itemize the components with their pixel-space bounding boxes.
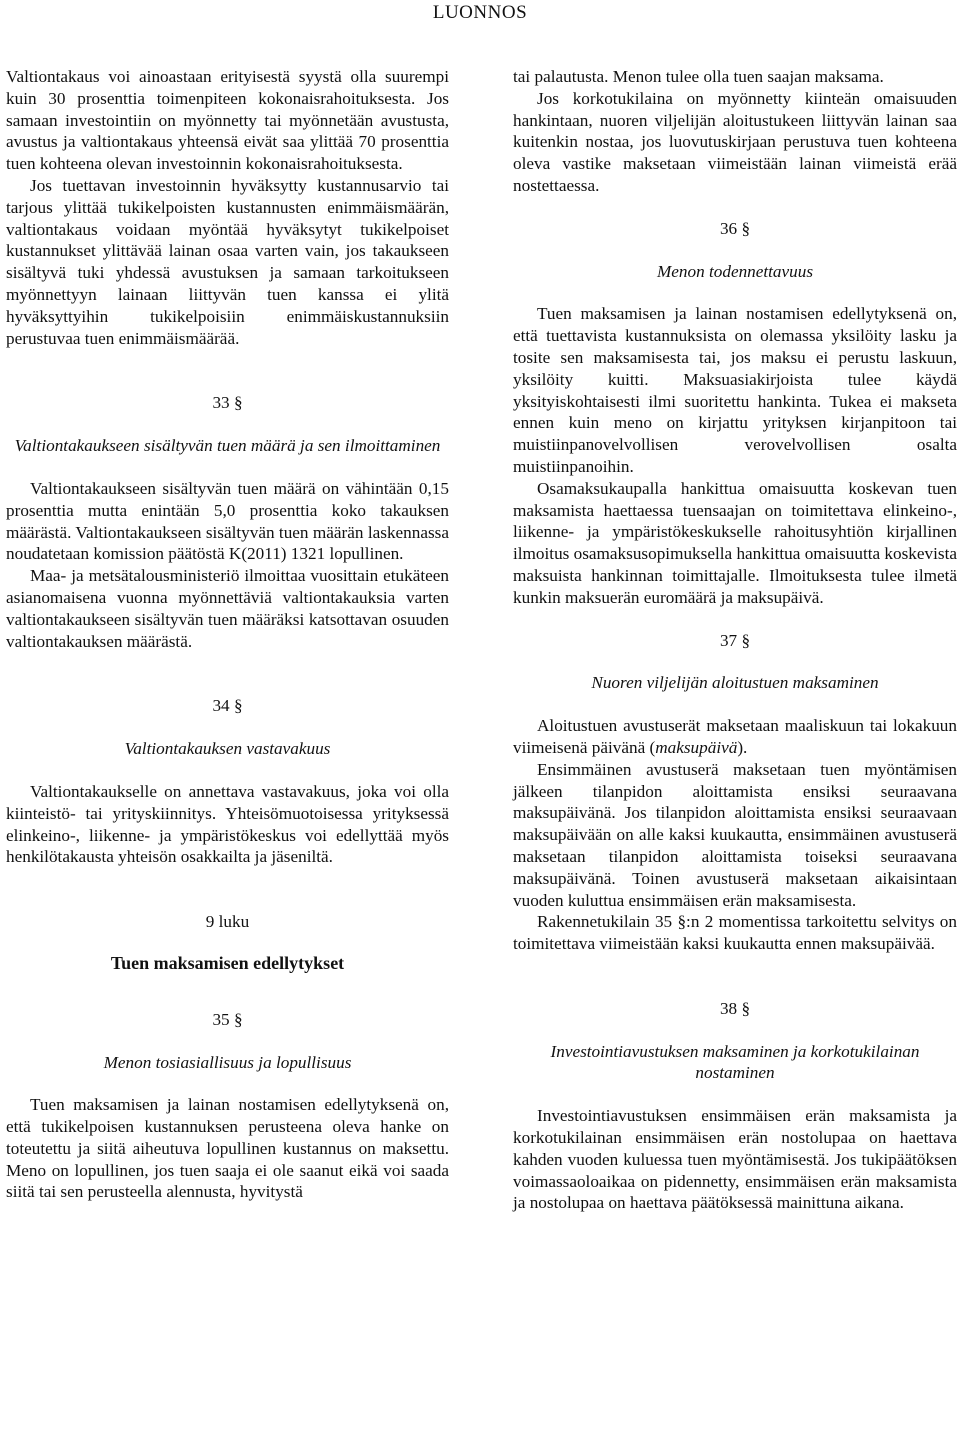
section-36-number: 36 § <box>719 218 751 238</box>
paragraph-s37-3: Rakennetukilain 35 §:n 2 momentissa tarkoitettu selvitys on toimitettava viimeistään kaksi kuukautta ennen maksupäivää. <box>513 912 957 954</box>
paragraph-s37-1: Aloitustuen avustuserät maksetaan maaliskuun tai lokakuun viimeisenä päivänä (maksupäivä). <box>513 716 957 757</box>
draft-header: LUONNOS <box>432 2 528 23</box>
paragraph-s35-1: Tuen maksamisen ja lainan nostamisen edellytyksenä on, että tukikelpoisen kustannuksen perusteena oleva hanke on toteutettu ja siitä aiheutuva lopullinen kustannus on maksettu. Meno on lopullinen, jos tuen saaja ei ole saanut eikä voi saada siitä tai sen perusteella alennusta, hyvitystä <box>6 1095 449 1202</box>
paragraph-s33-1: Valtiontakaukseen sisältyvän tuen määrä on vähintään 0,15 prosenttia mutta enintään 5,0 prosenttia koko takauksen määrästä. Valtiontakaukseen sisältyvän tuen määrän laskennassa noudatetaan komission päätöstä K(2011) 1321 lopullinen. <box>6 478 449 564</box>
section-38-title: Investointiavustuksen maksaminen ja korkotukilainan nostaminen <box>550 1041 920 1083</box>
section-37-title: Nuoren viljelijän aloitustuen maksaminen <box>591 673 879 693</box>
left-column <box>6 66 449 1203</box>
section-33-number: 33 § <box>212 393 243 413</box>
paragraph-s37-2: Ensimmäinen avustuserä maksetaan tuen myöntämisen jälkeen tilanpidon aloittamista ensiksi seuraavana maksupäivänä. Jos tilanpidon aloittamista ensiksi seuraavaan maksupäivään on alle kaksi kuukautta, ensimmäinen avustuserä maksetaan tilanpidon aloittamista toiseksi seuraavana maksupäivänä. Toinen avustuserä maksetaan aikaisintaan vuoden kuluttua ensimmäisen erän maksamisesta. <box>513 759 957 910</box>
section-36-title: Menon todennettavuus <box>656 261 814 281</box>
section-34-number: 34 § <box>212 696 243 716</box>
term-maksupaiva: maksupäivä <box>655 737 738 757</box>
paragraph-cost-estimate: Jos tuettavan investoinnin hyväksytty kustannusarvio tai tarjous ylittää tukikelpoisten kustannusten enimmäismäärän, valtiontakaus voidaan myöntää hyväksytyt tukikelpoiset kustannukset ylittävää lainan osaa varten vain, jos takaukseen sisältyvä tuki yhdessä avustuksen ja samaan tarkoitukseen myönnettyyn lainaan liittyvän tuen kanssa ei ylitä hyväksyttyihin tukikelpoisiin enimmäiskustannuksiin perustuvaa tuen enimmäismäärää. <box>6 175 449 348</box>
section-37-number: 37 § <box>719 630 751 650</box>
paragraph-s36-2: Osamaksukaupalla hankittua omaisuutta koskevan tuen maksamista haettaessa tuensaajan on toimitettava elinkeino-, liikenne- ja ympäristökeskukselle rahoitusyhtiön kirjallinen ilmoitus osamaksusopimuksella hankittua omaisuutta koskevista maksuista hankinnan toimittajalle. Ilmoituksesta tulee ilmetä kunkin maksuerän euromäärä ja maksupäivä. <box>513 478 957 607</box>
paragraph-s33-2: Maa- ja metsätalousministeriö ilmoittaa vuosittain etukäteen asianomaisena vuonna myönnettäviä valtiontakauksia varten valtiontakaukseen sisältyvän tuen määräksi katsottavan osuuden valtiontakauksen määrästä. <box>6 566 449 651</box>
right-column <box>513 66 957 1214</box>
chapter-9-title: Tuen maksamisen edellytykset <box>110 952 345 973</box>
section-35-number: 35 § <box>212 1009 243 1029</box>
section-38-number: 38 § <box>719 998 751 1018</box>
section-33-title: Valtiontakaukseen sisältyvän tuen määrä ja sen ilmoittaminen <box>14 436 441 456</box>
paragraph-s35-continued: tai palautusta. Menon tulee olla tuen saajan maksama. <box>513 67 884 86</box>
paragraph-s38-1: Investointiavustuksen ensimmäisen erän maksamista ja korkotukilainan ensimmäisen erän nostolupaa on haettava kahden vuoden kuluessa tuen myöntämisestä. Jos tukipäätöksen voimassaoloaikaa on pidennetty, ensimmäisen erän maksamista ja nostolupaa on haettava päätöksessä mainittuna aikana. <box>513 1106 957 1213</box>
paragraph-guarantee-limit: Valtiontakaus voi ainoastaan erityisestä syystä olla suurempi kuin 30 prosenttia toimenpiteen kokonaisrahoituksesta. Jos samaan investointiin on myönnetty tai myönnetään avustusta, avustus ja valtiontakaus yhteensä eivät saa ylittää 70 prosenttia tuen kohteena olevan investoinnin kokonaisrahoituksesta. <box>6 67 449 174</box>
paragraph-interest-loan: Jos korkotukilaina on myönnetty kiinteän omaisuuden hankintaan, nuoren viljelijän aloitustukeen liittyvän lainan saa kuitenkin nostaa, jos luovutuskirjaan perustuva tuen kohteena oleva vastike maksetaan viimeistään lainan viimeistä erää nostettaessa. <box>513 88 957 195</box>
section-35-title: Menon tosiasiallisuus ja lopullisuus <box>103 1052 352 1072</box>
paragraph-s36-1: Tuen maksamisen ja lainan nostamisen edellytyksenä on, että tuettavista kustannuksista on olemassa yksilöity lasku ja tosite sen maksamisesta tai, jos maksu ei perustu laskuun, yksilöity kuitti. Maksuasiakirjoista tulee käydä yksityiskohtaisesti ilmi suoritettu hankinta. Tukea ei makseta ennen kuin meno on kirjattu yrityksen kirjanpitoon tai muistiinpanovelvollisen verovelvollisen osalta muistiinpanoihin. <box>513 304 957 476</box>
chapter-9-number: 9 luku <box>205 912 250 932</box>
section-34-title: Valtiontakauksen vastavakuus <box>124 739 331 759</box>
paragraph-s34-1: Valtiontakaukselle on annettava vastavakuus, joka voi olla kiinteistö- tai yrityskiinnitys. Yhteisömuotoisessa yrityksessä elinkeino-, liikenne- ja ympäristökeskus voi edellyttää myös henkilötakausta yhteisön osakkailta ja jäseniltä. <box>6 781 449 867</box>
